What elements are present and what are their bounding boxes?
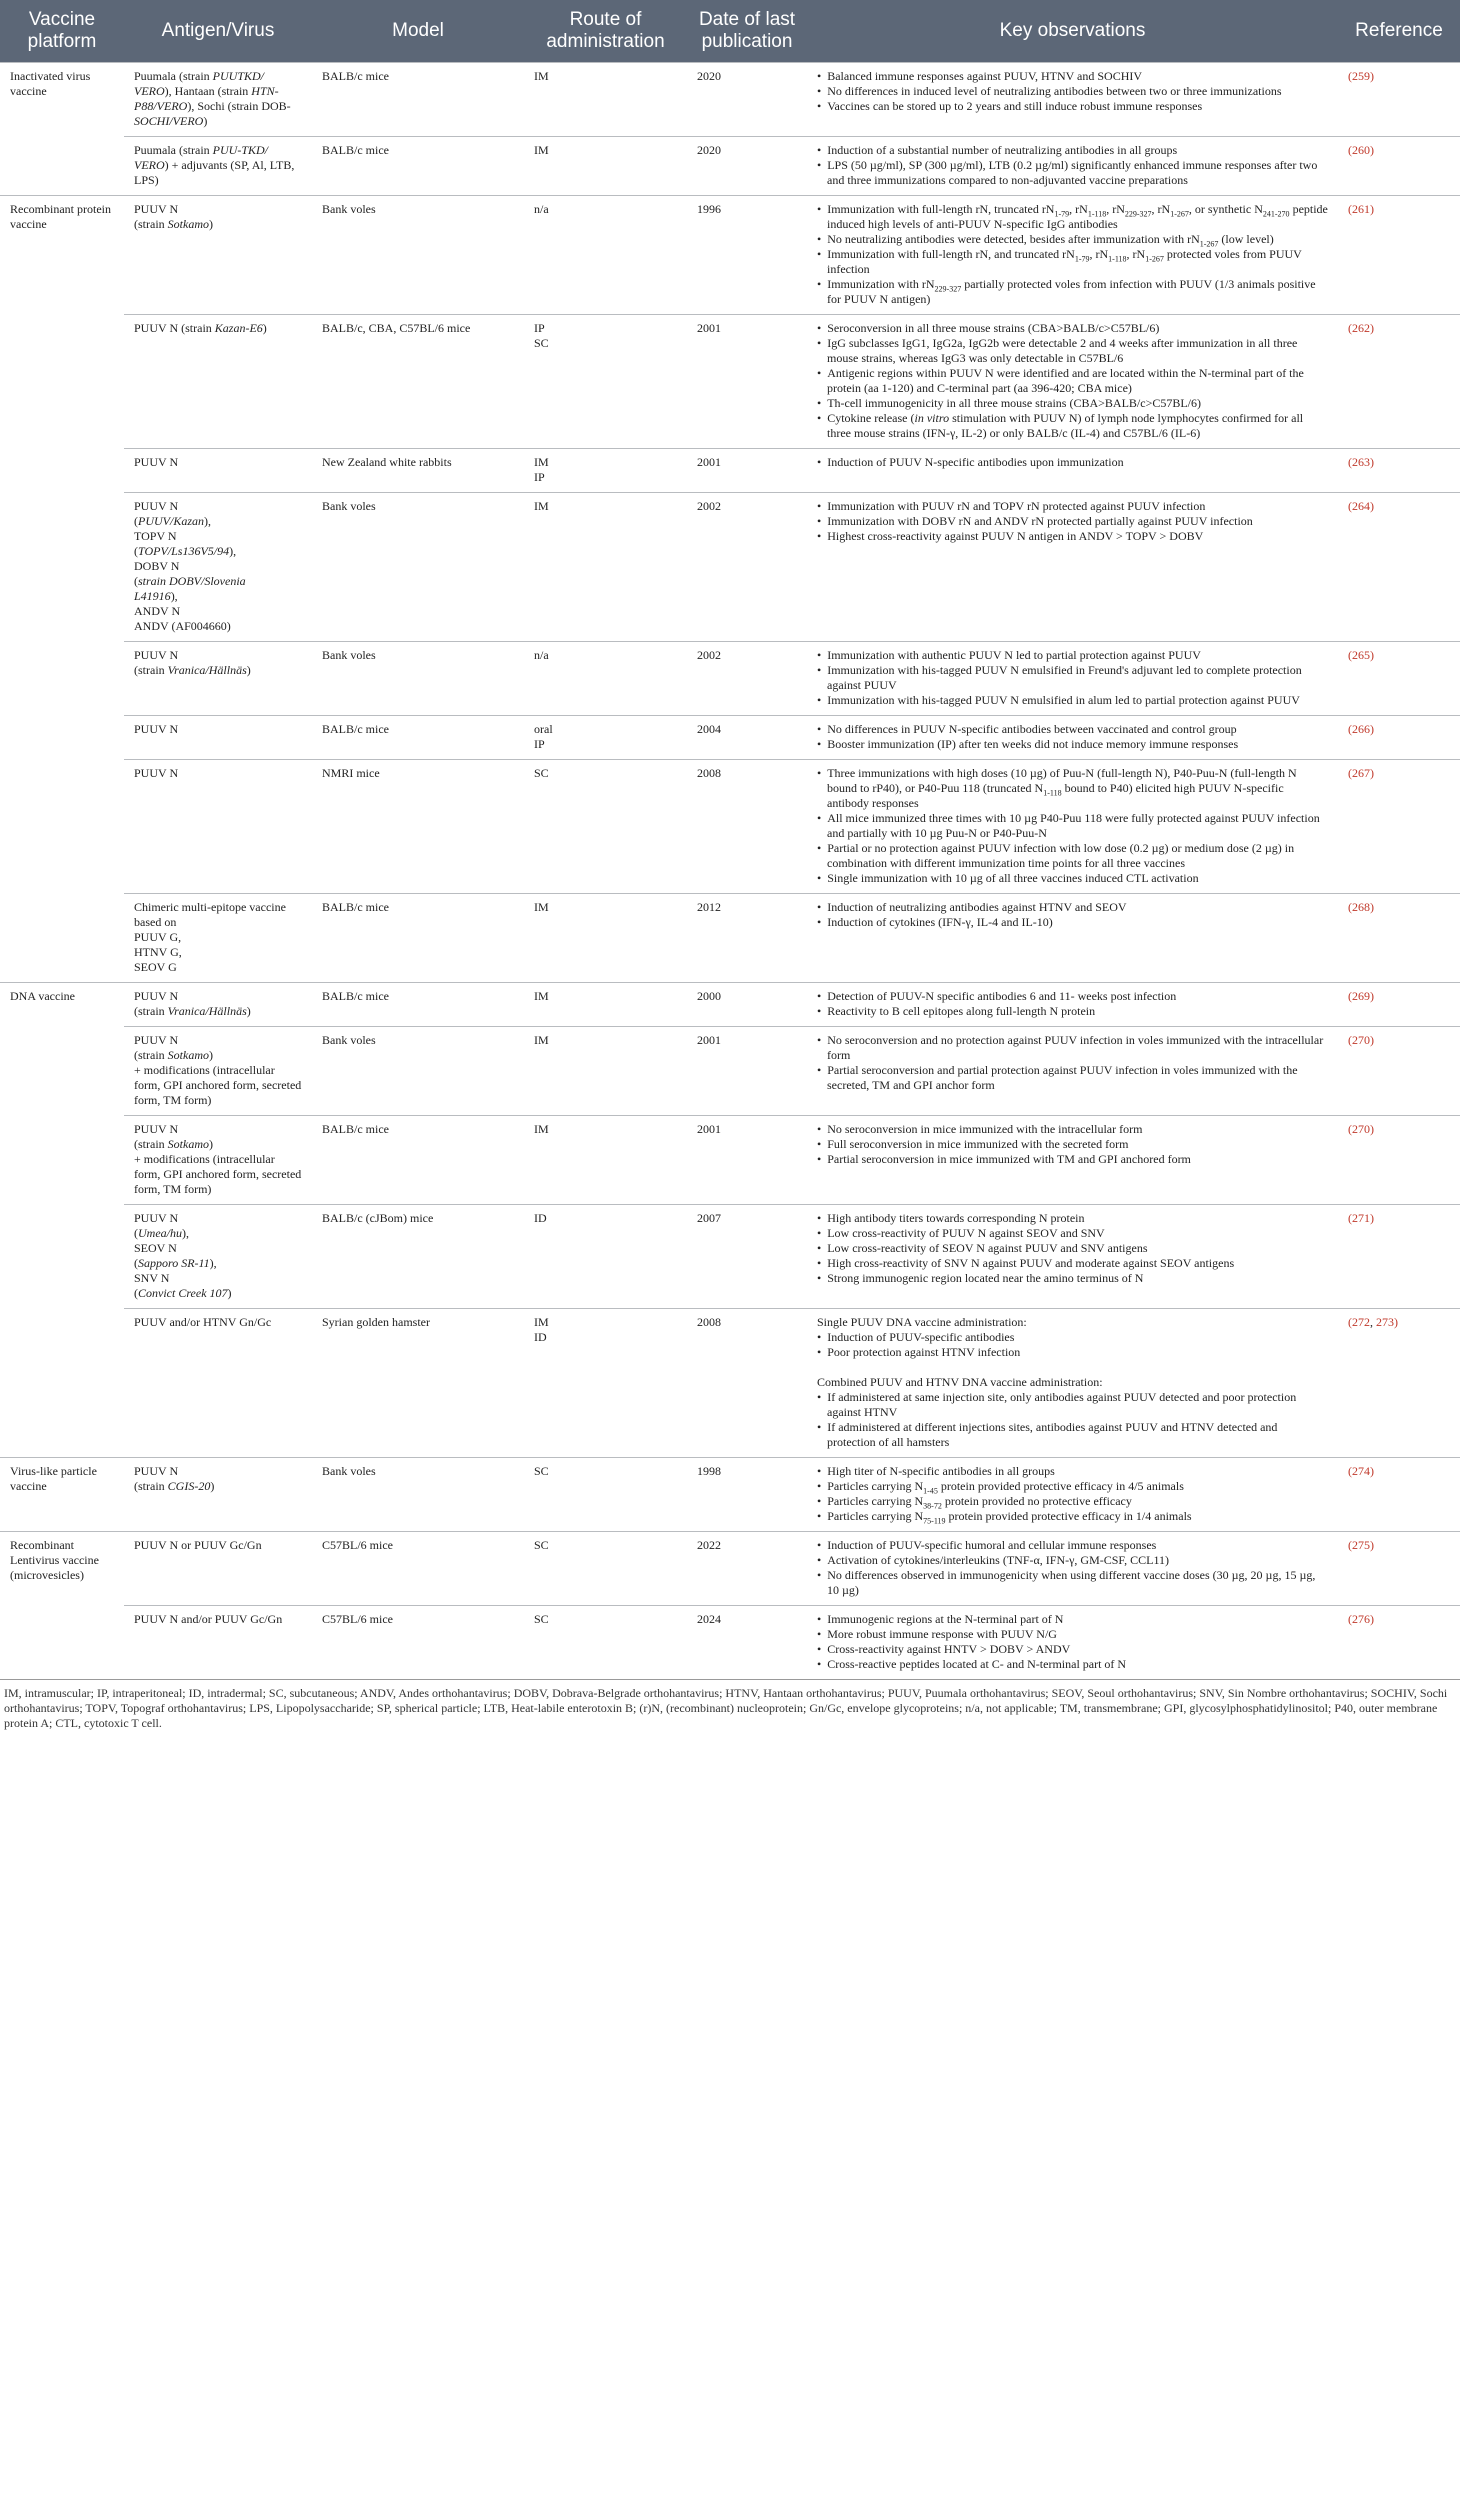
route-line: ID <box>534 1330 547 1344</box>
observation-item: • Cross-reactive peptides located at C- and N-terminal part of N <box>817 1657 1328 1672</box>
antigen-cell <box>124 1205 312 1309</box>
antigen-line: + modifications (intracellular form, GPI anchored form, secreted form, TM form) <box>134 1152 302 1196</box>
table-row <box>0 1027 1460 1116</box>
reference-cell: (269) <box>1338 983 1460 1027</box>
platform-cell <box>0 642 124 716</box>
reference-link[interactable]: 270 <box>1352 1122 1370 1136</box>
platform-cell: Recombinant Lentivirus vaccine (microvesicles) <box>0 1532 124 1606</box>
observation-item: • Single immunization with 10 µg of all three vaccines induced CTL activation <box>817 871 1328 886</box>
observation-item: • Induction of a substantial number of neutralizing antibodies in all groups <box>817 143 1328 158</box>
observation-item: • Immunization with DOBV rN and ANDV rN protected partially against PUUV infection <box>817 514 1328 529</box>
antigen-line: (strain DOBV/Slovenia <box>134 574 246 588</box>
antigen-line: PUUV N <box>134 499 179 513</box>
antigen-cell <box>124 716 312 760</box>
observation-item: • More robust immune response with PUUV N/G <box>817 1627 1328 1642</box>
table-row <box>0 63 1460 137</box>
date-cell: 2001 <box>687 1027 807 1116</box>
reference-link[interactable]: 269 <box>1352 989 1370 1003</box>
antigen-line: (Sapporo SR-11), <box>134 1256 217 1270</box>
date-cell: 2004 <box>687 716 807 760</box>
observation-item: • Partial seroconversion in mice immunized with TM and GPI anchored form <box>817 1152 1328 1167</box>
header-cell: Key observations <box>807 0 1338 63</box>
antigen-cell <box>124 1116 312 1205</box>
observation-item: • Balanced immune responses against PUUV, HTNV and SOCHIV <box>817 69 1328 84</box>
date-cell: 2024 <box>687 1606 807 1680</box>
reference-cell: (261) <box>1338 196 1460 315</box>
route-line: IM <box>534 455 549 469</box>
observation-item: • No differences in induced level of neutralizing antibodies between two or three immunizations <box>817 84 1328 99</box>
antigen-line: + modifications (intracellular form, GPI anchored form, secreted form, TM form) <box>134 1063 302 1107</box>
antigen-cell <box>124 894 312 983</box>
antigen-cell <box>124 1606 312 1680</box>
route-cell <box>524 983 687 1027</box>
table-row <box>0 983 1460 1027</box>
header-cell: Model <box>312 0 524 63</box>
route-line: SC <box>534 336 549 350</box>
model-cell: BALB/c mice <box>312 63 524 137</box>
reference-cell: (274) <box>1338 1458 1460 1532</box>
model-cell: BALB/c mice <box>312 983 524 1027</box>
header-cell: Vaccine platform <box>0 0 124 63</box>
antigen-line: PUUV N (strain Kazan-E6) <box>134 321 267 335</box>
route-line: IM <box>534 499 549 513</box>
observation-item: • Booster immunization (IP) after ten weeks did not induce memory immune responses <box>817 737 1328 752</box>
date-cell: 2020 <box>687 63 807 137</box>
observation-item: • Induction of PUUV-specific antibodies <box>817 1330 1328 1345</box>
antigen-line: PUUV N <box>134 648 179 662</box>
route-cell <box>524 196 687 315</box>
observations-cell <box>807 760 1338 894</box>
route-line: IP <box>534 737 545 751</box>
observations-cell <box>807 983 1338 1027</box>
route-cell <box>524 1205 687 1309</box>
model-cell: BALB/c mice <box>312 716 524 760</box>
observations-cell <box>807 1606 1338 1680</box>
observations-cell <box>807 63 1338 137</box>
route-cell <box>524 1116 687 1205</box>
route-cell <box>524 1532 687 1606</box>
table-row <box>0 716 1460 760</box>
reference-link[interactable]: 272 <box>1352 1315 1370 1329</box>
reference-cell: (268) <box>1338 894 1460 983</box>
header-cell: Route of administration <box>524 0 687 63</box>
table-row <box>0 760 1460 894</box>
antigen-line: (PUUV/Kazan), <box>134 514 211 528</box>
antigen-line: (strain Sotkamo) <box>134 217 213 231</box>
antigen-line: (Umea/hu), <box>134 1226 189 1240</box>
reference-link[interactable]: 260 <box>1352 143 1370 157</box>
route-cell <box>524 1458 687 1532</box>
route-line: IP <box>534 470 545 484</box>
observation-item: • Full seroconversion in mice immunized with the secreted form <box>817 1137 1328 1152</box>
model-cell: BALB/c mice <box>312 894 524 983</box>
antigen-line: PUUV N or PUUV Gc/Gn <box>134 1538 262 1552</box>
model-cell: Bank voles <box>312 196 524 315</box>
observations-cell <box>807 449 1338 493</box>
route-line: n/a <box>534 648 549 662</box>
antigen-cell <box>124 1309 312 1458</box>
observation-item: • Particles carrying $N_{1-45}$ protein provided protective efficacy in 4/5 animals <box>817 1479 1328 1494</box>
reference-cell: (272, 273) <box>1338 1309 1460 1458</box>
platform-cell <box>0 1309 124 1458</box>
platform-cell: DNA vaccine <box>0 983 124 1027</box>
antigen-line: (strain Sotkamo) <box>134 1048 213 1062</box>
observation-item: • Immunization with full-length rN, truncated $rN_{1-79}$, $rN_{1-118}$, $rN_{229-327}$, $rN_{1-267}$, or synthetic $N_{241-270}$ peptide induced high levels of anti-PUUV N-specific IgG antibodies <box>817 202 1328 232</box>
table-row <box>0 1205 1460 1309</box>
observation-item: • Antigenic regions within PUUV N were identified and are located within the N-terminal part of the protein (aa 1-120) and C-terminal part (aa 396-420; CBA mice) <box>817 366 1328 396</box>
observations-cell <box>807 1116 1338 1205</box>
antigen-line: (strain Vranica/Hällnäs) <box>134 663 251 677</box>
antigen-line: TOPV N <box>134 529 177 543</box>
observation-item: • Detection of PUUV-N specific antibodies 6 and 11- weeks post infection <box>817 989 1328 1004</box>
antigen-cell <box>124 196 312 315</box>
observation-item: • Th-cell immunogenicity in all three mouse strains (CBA>BALB/c>C57BL/6) <box>817 396 1328 411</box>
model-cell: Bank voles <box>312 642 524 716</box>
date-cell: 2002 <box>687 493 807 642</box>
antigen-line: (strain CGIS-20) <box>134 1479 215 1493</box>
antigen-cell <box>124 315 312 449</box>
table-row <box>0 1309 1460 1458</box>
model-cell: New Zealand white rabbits <box>312 449 524 493</box>
route-cell <box>524 760 687 894</box>
header-cell: Date of last publication <box>687 0 807 63</box>
antigen-line: SNV N <box>134 1271 170 1285</box>
table-row <box>0 1116 1460 1205</box>
reference-cell: (266) <box>1338 716 1460 760</box>
observation-item: • No seroconversion and no protection against PUUV infection in voles immunized with the intracellular form <box>817 1033 1328 1063</box>
antigen-line: PUUV N <box>134 989 179 1003</box>
reference-cell: (260) <box>1338 137 1460 196</box>
reference-link[interactable]: 276 <box>1352 1612 1370 1626</box>
observation-item: • No seroconversion in mice immunized with the intracellular form <box>817 1122 1328 1137</box>
platform-cell <box>0 493 124 642</box>
observation-item: • If administered at same injection site, only antibodies against PUUV detected and poor protection against HTNV <box>817 1390 1328 1420</box>
observation-item: • Cross-reactivity against HNTV > DOBV > ANDV <box>817 1642 1328 1657</box>
date-cell: 2001 <box>687 1116 807 1205</box>
observation-text <box>817 1360 1328 1375</box>
antigen-line: (Convict Creek 107) <box>134 1286 232 1300</box>
reference-cell: (275) <box>1338 1532 1460 1606</box>
reference-link[interactable]: 263 <box>1352 455 1370 469</box>
antigen-cell <box>124 1532 312 1606</box>
antigen-cell <box>124 1458 312 1532</box>
model-cell: Bank voles <box>312 1458 524 1532</box>
antigen-line: (strain Vranica/Hällnäs) <box>134 1004 251 1018</box>
model-cell: Bank voles <box>312 493 524 642</box>
route-cell <box>524 1027 687 1116</box>
antigen-cell <box>124 63 312 137</box>
antigen-line: PUUV N <box>134 1464 179 1478</box>
route-line: IM <box>534 989 549 1003</box>
platform-cell <box>0 315 124 449</box>
observation-item: • Immunization with his-tagged PUUV N emulsified in alum led to partial protection against PUUV <box>817 693 1328 708</box>
antigen-cell <box>124 983 312 1027</box>
platform-cell <box>0 894 124 983</box>
reference-link[interactable]: 273 <box>1376 1315 1394 1329</box>
reference-cell: (270) <box>1338 1116 1460 1205</box>
header-cell: Antigen/Virus <box>124 0 312 63</box>
reference-link[interactable]: 261 <box>1352 202 1370 216</box>
observation-text: Combined PUUV and HTNV DNA vaccine administration: <box>817 1375 1103 1389</box>
header-cell: Reference <box>1338 0 1460 63</box>
observations-cell <box>807 196 1338 315</box>
reference-cell: (262) <box>1338 315 1460 449</box>
table-body <box>0 63 1460 1680</box>
route-line: IM <box>534 1122 549 1136</box>
reference-link[interactable]: 265 <box>1352 648 1370 662</box>
observation-item: • Particles carrying $N_{38-72}$ protein provided no protective efficacy <box>817 1494 1328 1509</box>
antigen-line: Puumala (strain PUUTKD/ VERO), Hantaan (strain HTN-P88/VERO), Sochi (strain DOB-SOCHI/VERO) <box>134 69 291 128</box>
platform-cell: Inactivated virus vaccine <box>0 63 124 137</box>
platform-cell <box>0 1027 124 1116</box>
observation-item: • Partial seroconversion and partial protection against PUUV infection in voles immunized with the secreted, TM and GPI anchor form <box>817 1063 1328 1093</box>
observation-item: • All mice immunized three times with 10 µg P40-Puu 118 were fully protected against PUUV infection and partially with 10 µg Puu-N or P40-Puu-N <box>817 811 1328 841</box>
route-line: SC <box>534 766 549 780</box>
observation-item: • No neutralizing antibodies were detected, besides after immunization with $rN_{1-267}$ (low level) <box>817 232 1328 247</box>
model-cell: Bank voles <box>312 1027 524 1116</box>
route-line: IM <box>534 143 549 157</box>
platform-cell <box>0 1606 124 1680</box>
route-line: IM <box>534 1033 549 1047</box>
antigen-line: SEOV N <box>134 1241 177 1255</box>
route-line: IP <box>534 321 545 335</box>
observation-item: • Induction of neutralizing antibodies against HTNV and SEOV <box>817 900 1328 915</box>
observation-item: • Immunization with PUUV rN and TOPV rN protected against PUUV infection <box>817 499 1328 514</box>
route-line: SC <box>534 1612 549 1626</box>
antigen-cell <box>124 642 312 716</box>
observation-item: • LPS (50 µg/ml), SP (300 µg/ml), LTB (0.2 µg/ml) significantly enhanced immune responses after two and three immunizations compared to non-adjuvanted vaccine preparations <box>817 158 1328 188</box>
date-cell: 2020 <box>687 137 807 196</box>
reference-link[interactable]: 268 <box>1352 900 1370 914</box>
model-cell: BALB/c (cJBom) mice <box>312 1205 524 1309</box>
reference-cell: (270) <box>1338 1027 1460 1116</box>
reference-link[interactable]: 275 <box>1352 1538 1370 1552</box>
reference-link[interactable]: 267 <box>1352 766 1370 780</box>
model-cell: BALB/c, CBA, C57BL/6 mice <box>312 315 524 449</box>
antigen-line: (strain Sotkamo) <box>134 1137 213 1151</box>
antigen-line: PUUV N <box>134 455 179 469</box>
table-row <box>0 315 1460 449</box>
route-cell <box>524 1606 687 1680</box>
route-line: SC <box>534 1538 549 1552</box>
observations-cell <box>807 1309 1338 1458</box>
observation-item: • Immunogenic regions at the N-terminal part of N <box>817 1612 1328 1627</box>
observation-item: • Induction of PUUV N-specific antibodies upon immunization <box>817 455 1328 470</box>
table-row <box>0 1606 1460 1680</box>
antigen-cell <box>124 137 312 196</box>
reference-link[interactable]: 274 <box>1352 1464 1370 1478</box>
reference-link[interactable]: 262 <box>1352 321 1370 335</box>
observation-item: • Low cross-reactivity of PUUV N against SEOV and SNV <box>817 1226 1328 1241</box>
reference-link[interactable]: 264 <box>1352 499 1370 513</box>
route-cell <box>524 1309 687 1458</box>
reference-cell: (263) <box>1338 449 1460 493</box>
observations-cell <box>807 493 1338 642</box>
platform-cell: Virus-like particle vaccine <box>0 1458 124 1532</box>
observations-cell <box>807 894 1338 983</box>
antigen-line: ANDV N <box>134 604 181 618</box>
route-cell <box>524 493 687 642</box>
observation-item: • High antibody titers towards corresponding N protein <box>817 1211 1328 1226</box>
route-cell <box>524 894 687 983</box>
antigen-line: SEOV G <box>134 960 177 974</box>
observation-item: • No differences in PUUV N-specific antibodies between vaccinated and control group <box>817 722 1328 737</box>
observation-item: • Immunization with full-length rN, and truncated $rN_{1-79}$, $rN_{1-118}$, $rN_{1-267}$ protected voles from PUUV infection <box>817 247 1328 277</box>
antigen-line: DOBV N <box>134 559 180 573</box>
table-row <box>0 196 1460 315</box>
model-cell: C57BL/6 mice <box>312 1532 524 1606</box>
antigen-cell <box>124 493 312 642</box>
observations-cell <box>807 137 1338 196</box>
reference-link[interactable]: 259 <box>1352 69 1370 83</box>
observation-item: • Reactivity to B cell epitopes along full-length N protein <box>817 1004 1328 1019</box>
platform-cell <box>0 716 124 760</box>
platform-cell: Recombinant protein vaccine <box>0 196 124 315</box>
date-cell: 2000 <box>687 983 807 1027</box>
antigen-line: PUUV and/or HTNV Gn/Gc <box>134 1315 272 1329</box>
reference-link[interactable]: 266 <box>1352 722 1370 736</box>
antigen-line: PUUV N <box>134 766 179 780</box>
antigen-line: Chimeric multi-epitope vaccine based on <box>134 900 286 929</box>
antigen-cell <box>124 449 312 493</box>
route-line: IM <box>534 900 549 914</box>
route-cell <box>524 315 687 449</box>
observation-item: • Partial or no protection against PUUV infection with low dose (0.2 µg) or medium dose (2 µg) in combination with different immunization time points for all three vaccines <box>817 841 1328 871</box>
observation-item: • Poor protection against HTNV infection <box>817 1345 1328 1360</box>
antigen-line: PUUV G, <box>134 930 182 944</box>
date-cell: 1998 <box>687 1458 807 1532</box>
reference-cell: (271) <box>1338 1205 1460 1309</box>
route-line: SC <box>534 1464 549 1478</box>
route-line: n/a <box>534 202 549 216</box>
model-cell: C57BL/6 mice <box>312 1606 524 1680</box>
date-cell: 2008 <box>687 1309 807 1458</box>
observations-cell <box>807 1458 1338 1532</box>
observation-item: • Immunization with his-tagged PUUV N emulsified in Freund's adjuvant led to complete protection against PUUV <box>817 663 1328 693</box>
antigen-line: PUUV N <box>134 202 179 216</box>
reference-cell: (265) <box>1338 642 1460 716</box>
observations-cell <box>807 642 1338 716</box>
observation-item: • Immunization with authentic PUUV N led to partial protection against PUUV <box>817 648 1328 663</box>
observation-item: • Strong immunogenic region located near the amino terminus of N <box>817 1271 1328 1286</box>
observation-item: • Immunization with $rN_{229-327}$ partially protected voles from infection with PUUV (1/3 animals positive for PUUV N antigen) <box>817 277 1328 307</box>
observation-item: • Particles carrying $N_{75-119}$ protein provided protective efficacy in 1/4 animals <box>817 1509 1328 1524</box>
observations-cell <box>807 1205 1338 1309</box>
model-cell: NMRI mice <box>312 760 524 894</box>
date-cell: 2001 <box>687 315 807 449</box>
antigen-line: ANDV (AF004660) <box>134 619 231 633</box>
date-cell: 2001 <box>687 449 807 493</box>
antigen-line: PUUV N and/or PUUV Gc/Gn <box>134 1612 283 1626</box>
observation-item: • High cross-reactivity of SNV N against PUUV and moderate against SEOV antigens <box>817 1256 1328 1271</box>
platform-cell <box>0 1116 124 1205</box>
observations-cell <box>807 716 1338 760</box>
table-row <box>0 894 1460 983</box>
reference-link[interactable]: 271 <box>1352 1211 1370 1225</box>
date-cell: 2008 <box>687 760 807 894</box>
reference-cell: (264) <box>1338 493 1460 642</box>
observation-item: • Low cross-reactivity of SEOV N against PUUV and SNV antigens <box>817 1241 1328 1256</box>
observation-item: • Cytokine release (in vitro stimulation with PUUV N) of lymph node lymphocytes confirmed for all three mouse strains (IFN-γ, IL-2) or only BALB/c (IL-4) and C57BL/6 (IL-6) <box>817 411 1328 441</box>
observation-item: • Highest cross-reactivity against PUUV N antigen in ANDV > TOPV > DOBV <box>817 529 1328 544</box>
reference-cell: (276) <box>1338 1606 1460 1680</box>
reference-link[interactable]: 270 <box>1352 1033 1370 1047</box>
antigen-line: PUUV N <box>134 722 179 736</box>
table-header-row <box>0 0 1460 63</box>
date-cell: 2012 <box>687 894 807 983</box>
date-cell: 2002 <box>687 642 807 716</box>
date-cell: 1996 <box>687 196 807 315</box>
antigen-line: PUUV N <box>134 1211 179 1225</box>
observation-item: • Activation of cytokines/interleukins (TNF-α, IFN-γ, GM-CSF, CCL11) <box>817 1553 1328 1568</box>
antigen-line: HTNV G, <box>134 945 182 959</box>
observation-item: • Three immunizations with high doses (10 µg) of Puu-N (full-length N), P40-Puu-N (full-length N bound to rP40), or P40-Puu 118 (truncated $N_{1-118}$ bound to P40) elicited high PUUV N-specific antibody responses <box>817 766 1328 811</box>
observation-item: • Induction of PUUV-specific humoral and cellular immune responses <box>817 1538 1328 1553</box>
route-cell <box>524 642 687 716</box>
table-row <box>0 642 1460 716</box>
reference-separator: , <box>1370 1315 1376 1329</box>
table-row <box>0 137 1460 196</box>
table-row <box>0 1458 1460 1532</box>
table-row <box>0 1532 1460 1606</box>
platform-cell <box>0 449 124 493</box>
route-cell <box>524 716 687 760</box>
table-footnote: IM, intramuscular; IP, intraperitoneal; ID, intradermal; SC, subcutaneous; ANDV, Andes orthohantavirus; DOBV, Dobrava-Belgrade orthohantavirus; HTNV, Hantaan orthohantavirus; PUUV, Puumala orthohantavirus; SEOV, Seoul orthohantavirus; SNV, Sin Nombre orthohantavirus; SOCHIV, Sochi orthohantavirus; TOPV, Topograf orthohantavirus; LPS, Lipopolysaccharide; SP, spherical particle; LTB, Heat-labile enterotoxin B; (r)N, (recombinant) nucleoprotein; Gn/Gc, envelope glycoproteins; n/a, not applicable; TM, transmembrane; GPI, glycosylphosphatidylinositol; P40, outer membrane protein A; CTL, cytotoxic T cell. <box>0 1679 1460 1731</box>
table-row <box>0 493 1460 642</box>
observation-item: • IgG subclasses IgG1, IgG2a, IgG2b were detectable 2 and 4 weeks after immunization in all three mouse strains, whereas IgG3 was only detectable in C57BL/6 <box>817 336 1328 366</box>
route-line: IM <box>534 69 549 83</box>
observation-item: • Seroconversion in all three mouse strains (CBA>BALB/c>C57BL/6) <box>817 321 1328 336</box>
observations-cell <box>807 315 1338 449</box>
antigen-cell <box>124 1027 312 1116</box>
observation-item: • Induction of cytokines (IFN-γ, IL-4 and IL-10) <box>817 915 1328 930</box>
date-cell: 2022 <box>687 1532 807 1606</box>
observation-item: • No differences observed in immunogenicity when using different vaccine doses (30 µg, 20 µg, 15 µg, 10 µg) <box>817 1568 1328 1598</box>
route-cell <box>524 63 687 137</box>
antigen-line: L41916), <box>134 589 178 603</box>
observation-item: • If administered at different injections sites, antibodies against PUUV and HTNV detected and protection of all hamsters <box>817 1420 1328 1450</box>
reference-cell: (267) <box>1338 760 1460 894</box>
antigen-line: PUUV N <box>134 1122 179 1136</box>
antigen-line: (TOPV/Ls136V5/94), <box>134 544 237 558</box>
model-cell: BALB/c mice <box>312 137 524 196</box>
route-cell <box>524 449 687 493</box>
table-row <box>0 449 1460 493</box>
observation-item: • Vaccines can be stored up to 2 years and still induce robust immune responses <box>817 99 1328 114</box>
route-line: IM <box>534 1315 549 1329</box>
antigen-cell <box>124 760 312 894</box>
route-cell <box>524 137 687 196</box>
platform-cell <box>0 1205 124 1309</box>
model-cell: Syrian golden hamster <box>312 1309 524 1458</box>
platform-cell <box>0 760 124 894</box>
antigen-line: PUUV N <box>134 1033 179 1047</box>
observations-cell <box>807 1027 1338 1116</box>
antigen-line: Puumala (strain PUU-TKD/ VERO) + adjuvants (SP, Al, LTB, LPS) <box>134 143 295 187</box>
platform-cell <box>0 137 124 196</box>
reference-cell: (259) <box>1338 63 1460 137</box>
observation-text: Single PUUV DNA vaccine administration: <box>817 1315 1027 1329</box>
route-line: ID <box>534 1211 547 1225</box>
date-cell: 2007 <box>687 1205 807 1309</box>
route-line: oral <box>534 722 553 736</box>
observations-cell <box>807 1532 1338 1606</box>
observation-item: • High titer of N-specific antibodies in all groups <box>817 1464 1328 1479</box>
model-cell: BALB/c mice <box>312 1116 524 1205</box>
